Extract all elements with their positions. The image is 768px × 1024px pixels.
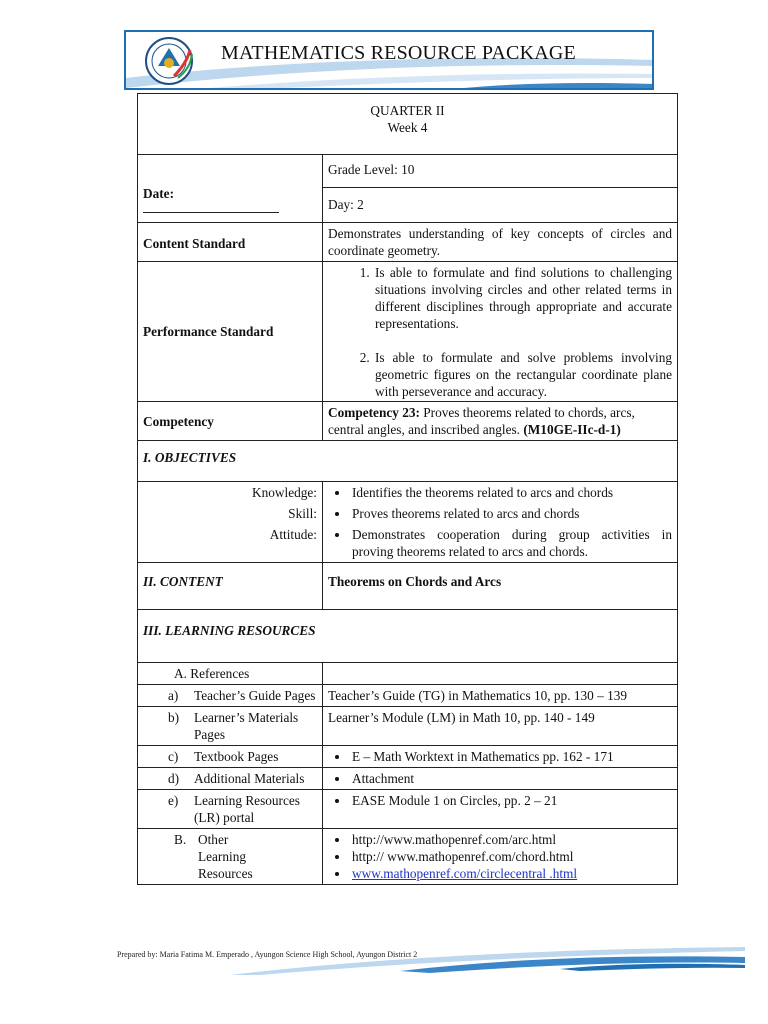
resource-text: Learner’s Module (LM) in Math 10, pp. 140 - 149 xyxy=(323,707,678,746)
competency-code: (M10GE-IIc-d-1) xyxy=(523,422,621,437)
week-label: Week 4 xyxy=(387,120,428,135)
objectives-heading-row xyxy=(138,441,678,482)
content-standard-text: Demonstrates understanding of key concepts of circles and coordinate geometry. xyxy=(323,223,678,262)
resource-label: Textbook Pages xyxy=(194,749,279,764)
header-banner xyxy=(124,30,654,90)
resource-row-textbook xyxy=(138,746,678,768)
date-blank-line xyxy=(143,202,279,213)
resource-label: Learner’s Materials Pages xyxy=(194,710,299,742)
resource-link[interactable]: • http://www.mathopenref.com/arc.html xyxy=(350,831,672,848)
resource-text: Teacher’s Guide (TG) in Mathematics 10, pp. 130 – 139 xyxy=(323,685,678,707)
references-label: A. References xyxy=(138,663,323,685)
resource-label: Teacher’s Guide Pages xyxy=(194,688,316,703)
resource-link[interactable]: www.mathopenref.com/circlecentral .html xyxy=(352,866,578,881)
competency-row xyxy=(138,402,678,441)
objective-text: • Proves theorems related to arcs and chords xyxy=(350,505,672,522)
objective-label: Skill: xyxy=(138,503,323,524)
other-resources-row xyxy=(138,829,678,885)
resources-heading-row xyxy=(138,610,678,663)
competency-label: Competency xyxy=(138,402,323,441)
competency-text: Proves theorems related to chords, arcs, central angles, and inscribed angles. xyxy=(328,405,635,437)
quarter-row xyxy=(138,94,678,155)
resource-row-tg xyxy=(138,685,678,707)
content-row xyxy=(138,563,678,610)
objective-label: Attitude: xyxy=(138,524,323,563)
day-label: Day: 2 xyxy=(323,188,678,223)
resource-row-lm xyxy=(138,707,678,746)
performance-standard-item: 2. Is able to formulate and solve problems involving geometric figures on the rectangular coordinate plane with perseverance and accuracy. xyxy=(373,349,672,400)
performance-standard-item: 1. Is able to formulate and find solutions to challenging situations involving circles and other related terms in different disciplines through appropriate and accurate representations. xyxy=(373,264,672,332)
objective-text: • Demonstrates cooperation during group activities in proving theorems related to arcs and chords. xyxy=(350,526,672,560)
competency-number: Competency 23: xyxy=(328,405,420,420)
resource-label: Learning Resources (LR) portal xyxy=(194,793,300,825)
objective-label: Knowledge: xyxy=(138,482,323,504)
objective-row-knowledge xyxy=(138,482,678,504)
other-label: Other Learning Resources xyxy=(198,832,253,881)
lesson-plan-table xyxy=(137,93,678,885)
quarter-label: QUARTER II xyxy=(370,103,445,118)
other-resources-list xyxy=(328,831,672,882)
resource-letter: b) xyxy=(168,710,180,725)
other-letter: B. xyxy=(174,832,187,847)
resource-row-lr-portal xyxy=(138,790,678,829)
performance-standard-label: Performance Standard xyxy=(138,262,323,402)
resource-text: • E – Math Worktext in Mathematics pp. 162 - 171 xyxy=(350,748,672,765)
resource-letter: e) xyxy=(168,793,179,808)
performance-standard-list xyxy=(328,264,672,400)
objectives-heading: I. OBJECTIVES xyxy=(138,441,678,482)
footer-prepared-by: Prepared by: Maria Fatima M. Emperado , Ayungon Science High School, Ayungon District 2 xyxy=(117,950,418,959)
resource-letter: c) xyxy=(168,749,179,764)
content-heading: II. CONTENT xyxy=(138,563,323,610)
date-label: Date: xyxy=(143,186,175,201)
objective-row-skill xyxy=(138,503,678,524)
resource-label: Additional Materials xyxy=(194,771,305,786)
resources-heading: III. LEARNING RESOURCES xyxy=(138,610,678,663)
resource-row-additional xyxy=(138,768,678,790)
content-standard-label: Content Standard xyxy=(138,223,323,262)
objective-row-attitude xyxy=(138,524,678,563)
resource-link[interactable]: • http:// www.mathopenref.com/chord.html xyxy=(350,848,672,865)
grade-row xyxy=(138,155,678,188)
grade-level: Grade Level: 10 xyxy=(323,155,678,188)
content-standard-row xyxy=(138,223,678,262)
content-text: Theorems on Chords and Arcs xyxy=(323,563,678,610)
performance-standard-row xyxy=(138,262,678,402)
references-row xyxy=(138,663,678,685)
deped-seal-icon xyxy=(144,36,194,86)
resource-text: • EASE Module 1 on Circles, pp. 2 – 21 xyxy=(350,792,672,809)
page-title: MATHEMATICS RESOURCE PACKAGE xyxy=(221,42,576,64)
resource-letter: a) xyxy=(168,688,179,703)
objective-text: • Identifies the theorems related to arcs and chords xyxy=(350,484,672,501)
resource-text: • Attachment xyxy=(350,770,672,787)
resource-letter: d) xyxy=(168,771,180,786)
